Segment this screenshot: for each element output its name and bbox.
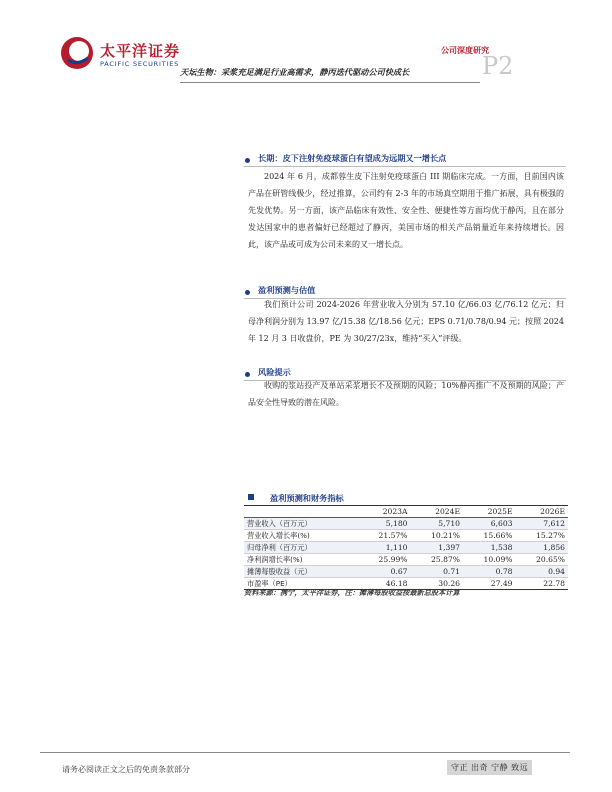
company-name-en: PACIFIC SECURITIES (100, 60, 180, 68)
row-label: 摊薄每股收益（元） (244, 566, 358, 578)
row-label: 净利润增长率(%) (244, 554, 358, 566)
row-label: 营业收入（百万元） (244, 518, 358, 530)
table-cell: 7,612 (516, 518, 569, 530)
table-cell: 15.27% (516, 530, 569, 542)
section-heading-forecast: 盈利预测与估值 (258, 285, 316, 295)
table-cell: 20.65% (516, 554, 569, 566)
table-cell: 10.21% (411, 530, 464, 542)
footer-divider (40, 752, 570, 753)
table-cell: 30.26 (411, 578, 464, 590)
section-paragraph: 收购的浆站投产及单站采浆增长不及预期的风险；10%静丙推广不及预期的风险；产品安全性导致的潜在风险。 (248, 381, 564, 407)
table-cell: 21.57% (358, 530, 411, 542)
pacific-securities-logo-icon (60, 36, 94, 70)
table-cell: 0.67 (358, 566, 411, 578)
row-label: 市盈率（PE） (244, 578, 358, 590)
table-cell: 0.78 (463, 566, 516, 578)
table-header-row (244, 506, 568, 518)
table-cell: 1,538 (463, 542, 516, 554)
table-header-cell: 2023A (358, 506, 411, 518)
bullet-icon (245, 290, 250, 295)
table-cell: 0.71 (411, 566, 464, 578)
report-type: 公司深度研究 (441, 45, 489, 55)
table-cell: 1,856 (516, 542, 569, 554)
table-cell: 10.09% (463, 554, 516, 566)
table-row (244, 554, 568, 566)
row-label: 营业收入增长率(%) (244, 530, 358, 542)
section-paragraph: 2024 年 6 月，成都蓉生皮下注射免疫球蛋白 III 期临床完成。一方面，目前国内该产品在研管线极少，经过推算，公司约有 2-3 年的市场真空期用于推广拓展，具有极强的先发优势。另一方面，该产品临床有效性、安全性、便捷性等方面均优于静丙，且在部分发达国家中的患者偏好已经超过了静丙，美国市场的相关产品销量近年来持续增长。因此，该产品或可成为公司未来的又一增长点。 (248, 172, 564, 249)
table-cell: 1,397 (411, 542, 464, 554)
table-cell: 6,603 (463, 518, 516, 530)
company-name-cn: 太平洋证券 (100, 42, 181, 60)
table-cell: 0.94 (516, 566, 569, 578)
footer-disclaimer: 请务必阅读正文之后的免责条款部分 (62, 765, 190, 774)
row-label: 归母净利（百万元） (244, 542, 358, 554)
table-cell: 5,180 (358, 518, 411, 530)
table-header-cell: 2026E (516, 506, 569, 518)
table-cell: 46.18 (358, 578, 411, 590)
page-label: P2 (482, 52, 514, 80)
table-header-cell (244, 506, 358, 518)
section-heading-risk: 风险提示 (258, 367, 291, 377)
table-heading: 盈利预测和财务指标 (270, 493, 344, 503)
table-source-note: 资料来源：携宁，太平洋证券，注：摊薄每股收益按最新总股本计算 (244, 588, 460, 597)
table-header-cell: 2025E (463, 506, 516, 518)
table-cell: 25.87% (411, 554, 464, 566)
table-cell: 22.78 (516, 578, 569, 590)
footer-slogan: 守正 出奇 宁静 致远 (447, 760, 532, 775)
table-cell: 5,710 (411, 518, 464, 530)
table-header-cell: 2024E (411, 506, 464, 518)
table-cell: 25.99% (358, 554, 411, 566)
table-bullet-icon (248, 494, 254, 500)
financial-table (244, 506, 568, 590)
table-cell: 15.66% (463, 530, 516, 542)
bullet-icon (245, 158, 250, 163)
table-row (244, 518, 568, 530)
table-cell: 27.49 (463, 578, 516, 590)
table-row (244, 566, 568, 578)
table-row (244, 542, 568, 554)
section-paragraph: 我们预计公司 2024-2026 年营业收入分别为 57.10 亿/66.03 亿/76.12 亿元；归母净利润分别为 13.97 亿/15.38 亿/18.56 亿元；EPS 0.71/0.78/0.94 元；按照 2024 年 12 月 3 日收盘价，PE 为 30/27/23x，维持“买入”评级。 (248, 300, 564, 343)
table-row (244, 530, 568, 542)
report-title: 天坛生物：采浆充足满足行业高需求，静丙迭代驱动公司快成长 (180, 67, 410, 77)
section-heading-long-term: 长期：皮下注射免疫球蛋白有望成为远期又一增长点 (258, 153, 447, 163)
table-cell: 1,110 (358, 542, 411, 554)
header-divider (180, 82, 480, 83)
section-divider (244, 166, 566, 167)
